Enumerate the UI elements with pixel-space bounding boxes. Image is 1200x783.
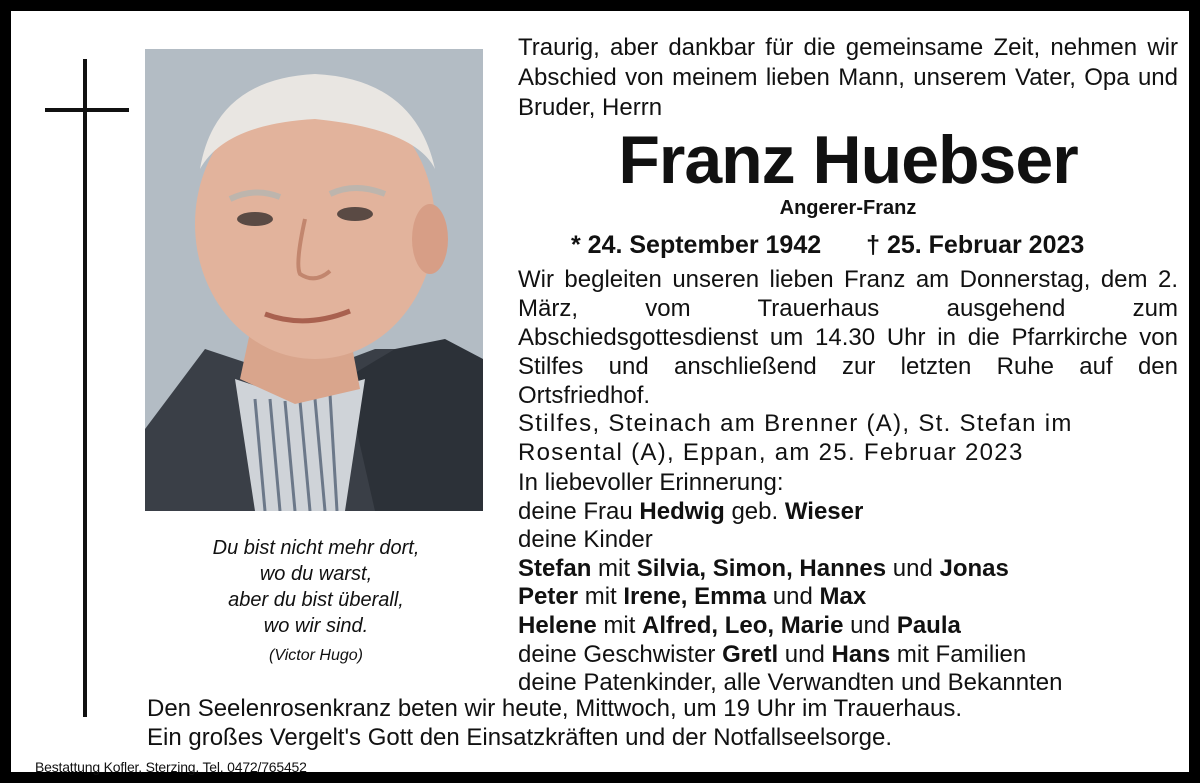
- child-row: Helene mit Alfred, Leo, Marie und Paula: [518, 611, 961, 639]
- quote-line: wo wir sind.: [263, 615, 369, 637]
- siblings-row: deine Geschwister Gretl und Hans mit Familien: [518, 640, 1027, 668]
- mourners-intro: In liebevoller Erinnerung:: [518, 469, 784, 496]
- portrait-photo: [145, 49, 483, 511]
- cross-icon-horizontal: [45, 108, 129, 112]
- cross-icon-vertical: [83, 59, 87, 717]
- thanks-note: Ein großes Vergelt's Gott den Einsatzkräften und der Notfallseelsorge.: [147, 724, 892, 751]
- quote-author: (Victor Hugo): [269, 647, 363, 664]
- intro-text: Traurig, aber dankbar für die gemeinsame Zeit, nehmen wir Abschied von meinem lieben Mann, unserem Vater, Opa und Bruder, Herrn: [518, 34, 1178, 121]
- birth-date: * 24. September 1942: [571, 231, 822, 259]
- deceased-name: Franz Huebser: [618, 122, 1078, 198]
- funeral-home-footer: Bestattung Kofler, Sterzing, Tel. 0472/765452: [35, 759, 307, 775]
- quote-line: Du bist nicht mehr dort,: [212, 537, 420, 559]
- quote-line: wo du warst,: [259, 563, 373, 585]
- others-row: deine Patenkinder, alle Verwandten und Bekannten: [518, 669, 1063, 697]
- place-and-date: Stilfes, Steinach am Brenner (A), St. Stefan im Rosental (A), Eppan, am 25. Februar 2023: [518, 410, 1073, 466]
- closing-notes: [147, 694, 1187, 752]
- quote-block: [161, 535, 471, 669]
- wife-row: deine Frau Hedwig geb. Wieser: [518, 497, 864, 525]
- rosary-note: Den Seelenrosenkranz beten wir heute, Mittwoch, um 19 Uhr im Trauerhaus.: [147, 695, 963, 722]
- quote-line: aber du bist überall,: [228, 589, 404, 611]
- mourners-list: [518, 469, 1178, 698]
- deceased-nickname: Angerer-Franz: [779, 197, 917, 219]
- funeral-announcement: Wir begleiten unseren lieben Franz am Donnerstag, dem 2. März, vom Trauerhaus ausgehend zum Abschiedsgottesdienst um 14.30 Uhr in die Pfarrkirche von Stilfes und anschließend zur letzten Ruhe auf den Ortsfriedhof.: [518, 266, 1178, 409]
- death-date: † 25. Februar 2023: [866, 231, 1085, 259]
- life-dates: [571, 231, 1171, 260]
- child-row: Stefan mit Silvia, Simon, Hannes und Jonas: [518, 554, 1009, 582]
- child-row: Peter mit Irene, Emma und Max: [518, 583, 867, 611]
- children-label: deine Kinder: [518, 526, 653, 554]
